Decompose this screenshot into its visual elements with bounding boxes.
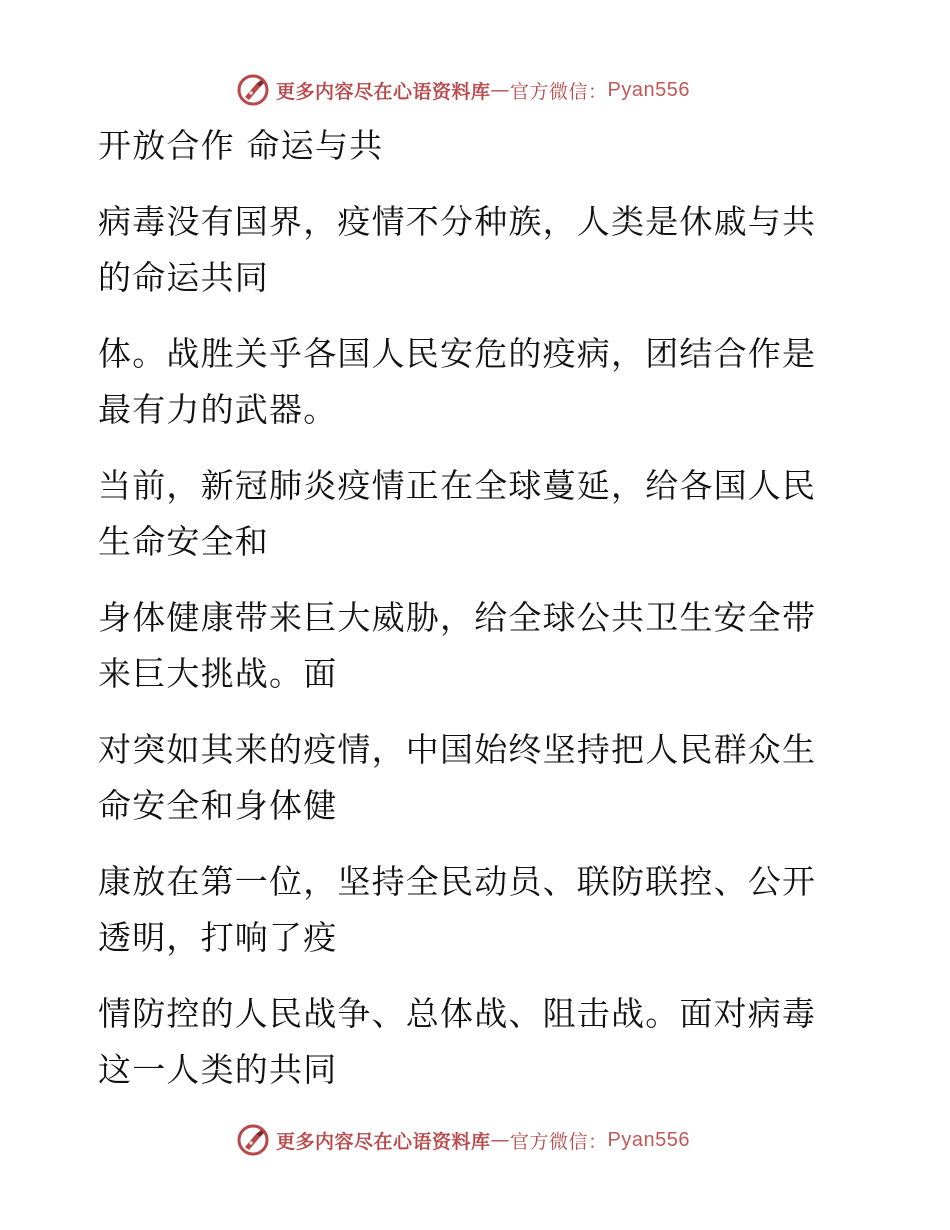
footer-watermark xyxy=(236,1122,690,1158)
watermark-main-text: 更多内容尽在心语资料库 xyxy=(276,80,491,103)
pen-nib-logo-icon xyxy=(236,1123,270,1157)
text-line: 对突如其来的疫情，中国始终坚持把人民群众生 xyxy=(98,730,817,769)
text-line: 康放在第一位，坚持全民动员、联防联控、公开 xyxy=(98,862,817,901)
text-line: 的命运共同 xyxy=(98,258,269,297)
text-line: 生命安全和 xyxy=(98,522,269,561)
text-line: 这一人类的共同 xyxy=(98,1050,338,1089)
text-line: 命安全和身体健 xyxy=(98,786,338,825)
text-line: 来巨大挑战。面 xyxy=(98,654,338,693)
watermark-dash: — xyxy=(490,1129,511,1151)
pen-nib-logo-icon xyxy=(236,73,270,107)
watermark-id-text: Pyan556 xyxy=(607,1128,690,1151)
text-line: 体。战胜关乎各国人民安危的疫病，团结合作是 xyxy=(98,334,817,373)
text-line: 当前，新冠肺炎疫情正在全球蔓延，给各国人民 xyxy=(98,466,817,505)
text-line: 透明，打响了疫 xyxy=(98,918,338,957)
watermark-main-text: 更多内容尽在心语资料库 xyxy=(276,1130,491,1153)
watermark-sub-text: 官方微信： xyxy=(510,1130,608,1153)
text-line: 病毒没有国界，疫情不分种族，人类是休戚与共 xyxy=(98,202,817,241)
text-line: 开放合作 命运与共 xyxy=(98,126,384,165)
watermark-sub-text: 官方微信： xyxy=(510,80,608,103)
text-line: 身体健康带来巨大威胁，给全球公共卫生安全带 xyxy=(98,598,817,637)
header-watermark xyxy=(236,72,690,108)
watermark-dash: — xyxy=(490,79,511,101)
text-line: 情防控的人民战争、总体战、阻击战。面对病毒 xyxy=(98,994,817,1033)
text-line: 最有力的武器。 xyxy=(98,390,338,429)
watermark-id-text: Pyan556 xyxy=(607,78,690,101)
